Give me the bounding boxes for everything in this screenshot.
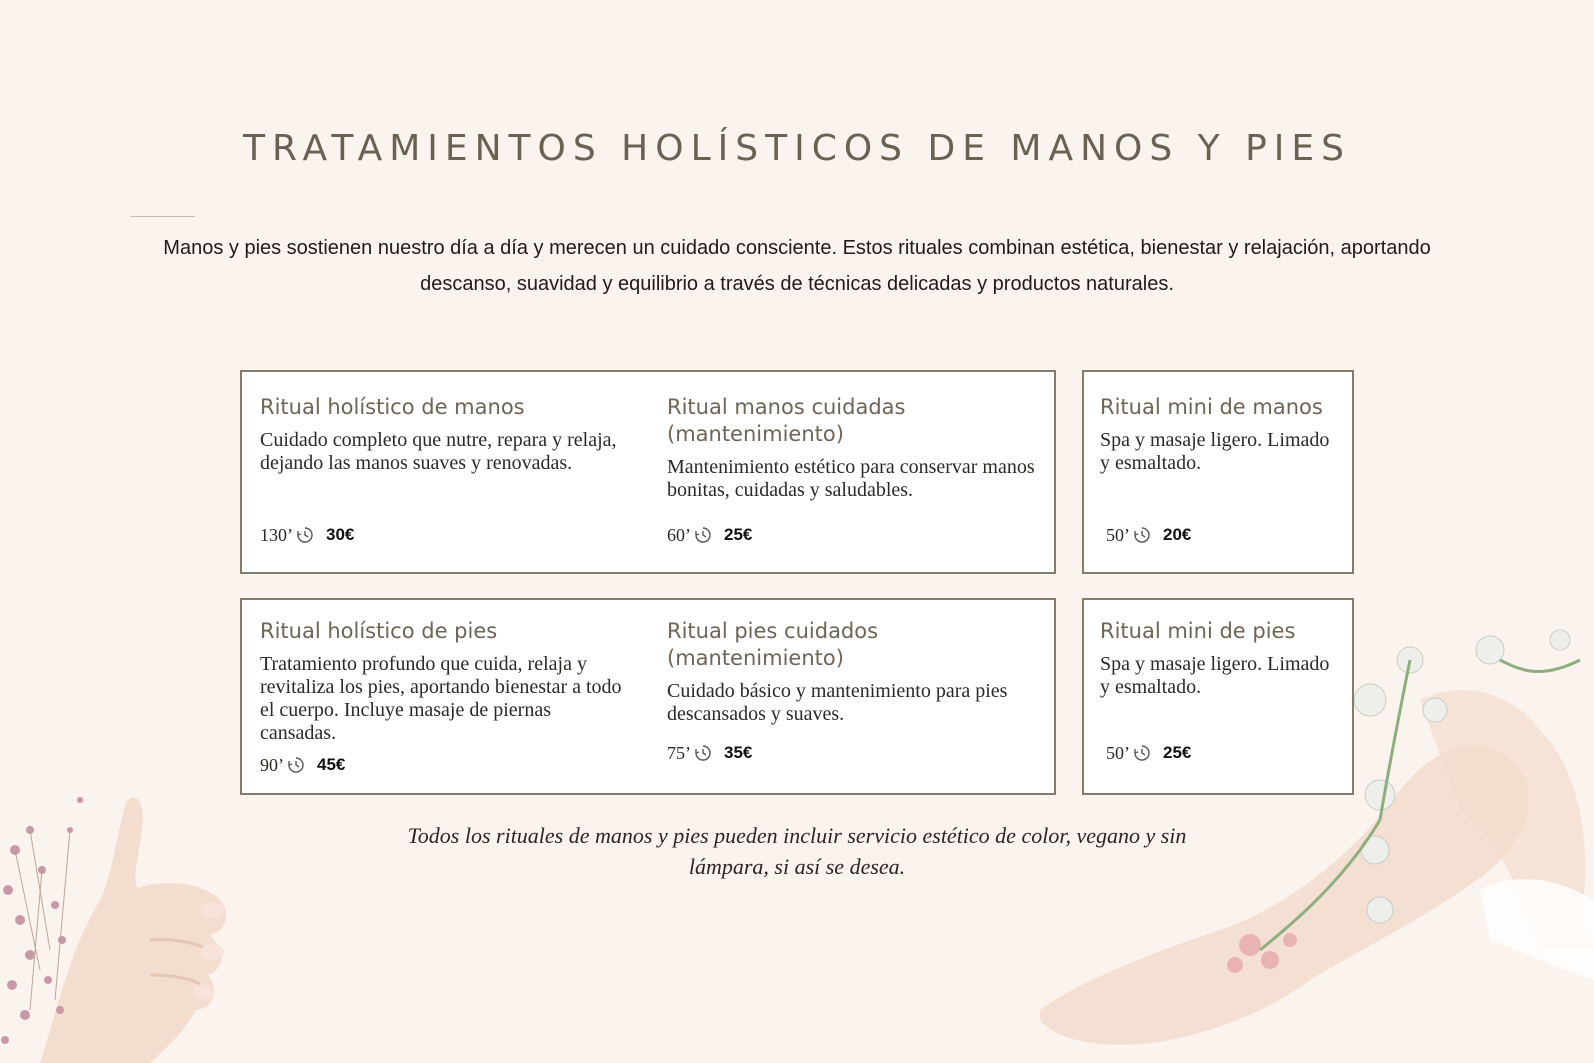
treatment-meta [260,754,345,776]
footnote-text: Todos los rituales de manos y pies pueden incluir servicio estético de color, vegano y sin lámpara, si así se desea. [407,823,1187,879]
treatment-item [260,618,630,745]
treatment-item [1100,618,1340,699]
treatment-description: Spa y masaje ligero. Limado y esmaltado. [1100,429,1330,474]
treatment-description: Cuidado básico y mantenimiento para pies descansados y suaves. [667,680,1008,725]
treatment-meta [667,524,752,546]
treatment-price: 45€ [317,755,346,774]
treatment-description: Cuidado completo que nutre, repara y relaja, dejando las manos suaves y renovadas. [260,429,617,474]
treatment-duration: 60’ [667,524,691,545]
treatment-price: 25€ [1163,743,1192,762]
treatment-title: Ritual holístico de manos [260,395,525,419]
treatment-price: 25€ [724,525,753,544]
divider-line [130,216,195,217]
treatment-duration: 50’ [1106,742,1130,763]
treatment-price: 35€ [724,743,753,762]
clock-icon [294,524,316,546]
treatment-meta [667,742,752,764]
treatment-item [667,618,1037,726]
treatment-item [667,394,1037,502]
treatment-title: Ritual mini de manos [1100,395,1323,419]
treatment-duration: 50’ [1106,524,1130,545]
treatment-description: Spa y masaje ligero. Limado y esmaltado. [1100,653,1330,698]
treatment-meta [1106,742,1191,764]
card-hands-mini [1082,370,1354,574]
clock-icon [692,742,714,764]
treatment-meta [1106,524,1191,546]
treatment-title: Ritual mini de pies [1100,619,1296,643]
treatment-title: Ritual pies cuidados (mantenimiento) [667,619,879,670]
clock-icon [1131,524,1153,546]
treatment-item [1100,394,1340,475]
treatment-price: 20€ [1163,525,1192,544]
treatment-description: Tratamiento profundo que cuida, relaja y revitaliza los pies, aportando bienestar a todo el cuerpo. Incluye masaje de piernas cansadas. [260,653,622,744]
treatment-duration: 130’ [260,524,293,545]
clock-icon [1131,742,1153,764]
treatment-price: 30€ [326,525,355,544]
card-hands-main [240,370,1056,574]
clock-icon [285,754,307,776]
card-feet-mini [1082,598,1354,795]
treatment-item [260,394,630,475]
treatment-meta [260,524,354,546]
treatment-title: Ritual manos cuidadas (mantenimiento) [667,395,906,446]
treatment-description: Mantenimiento estético para conservar manos bonitas, cuidadas y saludables. [667,456,1035,501]
treatment-title: Ritual holístico de pies [260,619,498,643]
card-feet-main [240,598,1056,795]
treatment-duration: 75’ [667,742,691,763]
clock-icon [692,524,714,546]
treatment-duration: 90’ [260,754,284,775]
hand-flowers-decoration [0,770,250,1063]
intro-text: Manos y pies sostienen nuestro día a día y merecen un cuidado consciente. Estos rituales combinan estética, bienestar y relajación, aportando descanso, suavidad y equilibrio a través de técnicas delicadas y productos naturales. [163,237,1431,295]
page-title: TRATAMIENTOS HOLÍSTICOS DE MANOS Y PIES [243,128,1351,169]
